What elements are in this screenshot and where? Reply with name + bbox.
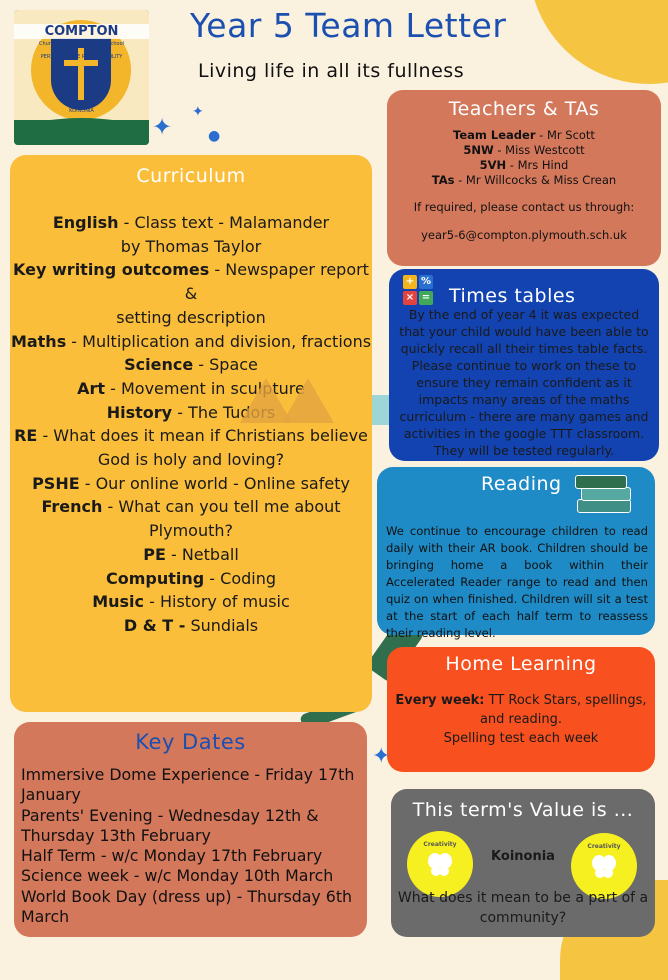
home-learning-heading: Home Learning [445, 653, 597, 675]
curriculum-item-label: Computing [105, 568, 205, 588]
curriculum-item-label: French [41, 497, 103, 517]
reading-panel [377, 467, 655, 640]
value-panel [391, 789, 655, 937]
curriculum-item-label: Art [77, 378, 106, 398]
value-heading: This term's Value is ... [412, 799, 634, 821]
curriculum-item [10, 306, 372, 330]
curriculum-item-label: History [106, 402, 173, 422]
reading-heading: Reading [481, 473, 562, 495]
teacher-row [387, 143, 661, 158]
curriculum-item-label: Maths [10, 331, 67, 351]
key-dates-list [21, 765, 361, 927]
maths-symbols-icon: + % × = [403, 275, 433, 305]
home-learning-text [387, 691, 655, 748]
contact-text: If required, please contact us through: [413, 200, 635, 214]
sparkle-icon: ● [208, 128, 221, 144]
teachers-list [387, 128, 661, 188]
curriculum-item [10, 495, 372, 519]
teacher-role: Team Leader [453, 128, 536, 142]
curriculum-item-text: - Our online world - Online safety [79, 473, 350, 493]
curriculum-item-text: God is holy and loving? [97, 450, 285, 470]
logo-values: PERSEVERANCE RESPONSIBILITY [40, 54, 123, 60]
curriculum-item [10, 235, 372, 259]
home-learning-lead: Every week: [395, 693, 485, 708]
page-subtitle: Living life in all its fullness [198, 60, 465, 82]
teacher-row [387, 128, 661, 143]
times-tables-heading: Times tables [449, 285, 576, 307]
curriculum-item [10, 424, 372, 448]
curriculum-item-label: Key writing outcomes [13, 260, 210, 280]
books-icon [573, 469, 633, 515]
teacher-role: TAs [431, 173, 455, 187]
curriculum-item-label: English [52, 213, 119, 232]
teacher-names: - Mr Scott [535, 128, 595, 142]
curriculum-item-text: - Netball [165, 544, 239, 564]
teacher-role: 5VH [479, 158, 507, 172]
page-title: Year 5 Team Letter [190, 6, 507, 45]
curriculum-item [10, 472, 372, 496]
home-learning-panel [387, 647, 655, 772]
decorative-pyramid [282, 378, 334, 423]
curriculum-item-text: Sundials [185, 615, 259, 635]
curriculum-item [10, 519, 372, 543]
curriculum-item [10, 330, 372, 354]
reading-text: We continue to encourage children to read daily with their AR book. Children should be bringing home a book within their Accelerated Reader range to read and then quiz on when finished. Children will sit a test at the start of each half term to reassess their reading level. [386, 524, 648, 640]
logo-school-full: Church of England Primary School [38, 41, 125, 47]
curriculum-item-label: PE [143, 544, 166, 564]
teacher-role: 5NW [463, 143, 494, 157]
curriculum-heading: Curriculum [136, 165, 246, 187]
home-learning-line1: TT Rock Stars, spellings, and reading. [479, 693, 647, 727]
curriculum-item-text: - Movement in sculpture [105, 378, 305, 398]
teacher-names: - Miss Westcott [493, 143, 585, 157]
curriculum-list [10, 211, 372, 638]
curriculum-item-label: Music [92, 592, 145, 612]
curriculum-item [10, 614, 372, 638]
teachers-panel [387, 90, 661, 266]
times-tables-text: By the end of year 4 it was expected that your child would have been able to quickly recall all their times table facts. Please continue to work on these to ensure they remain confident as it impacts many areas of the maths curriculum - there are many games and activities in the google TTT classroom. They will be tested regularly. [399, 307, 649, 458]
home-learning-line2: Spelling test each week [443, 731, 599, 746]
curriculum-item-text: Plymouth? [149, 521, 233, 541]
logo-school-name: COMPTON [14, 24, 149, 39]
curriculum-item-text: setting description [116, 307, 266, 327]
key-date-item: Science week - w/c Monday 10th March [21, 866, 334, 886]
curriculum-item [10, 590, 372, 614]
curriculum-item [10, 211, 372, 235]
curriculum-item-label: PSHE [32, 473, 80, 493]
teacher-names: - Mr Willcocks & Miss Crean [454, 173, 617, 187]
curriculum-item [10, 543, 372, 567]
curriculum-item-label: D & T - [123, 615, 186, 635]
key-date-item: Parents' Evening - Wednesday 12th & Thursday 13th February [21, 805, 319, 845]
curriculum-item-text: - Coding [204, 568, 277, 588]
sparkle-icon: ✦ [152, 113, 173, 141]
key-dates-panel [14, 722, 367, 937]
key-date-item: Immersive Dome Experience - Friday 17th January [21, 765, 355, 805]
curriculum-item-text: - What can you tell me about [102, 497, 341, 517]
teacher-row [387, 173, 661, 188]
key-date-item: World Book Day (dress up) - Thursday 6th March [21, 886, 353, 927]
curriculum-item [10, 258, 372, 305]
curriculum-item-text: - Class text - Malamander [118, 213, 330, 232]
curriculum-item-text: - The Tudors [172, 402, 276, 422]
curriculum-panel [10, 155, 372, 712]
curriculum-item-label: Science [124, 355, 194, 375]
contact-email[interactable]: year5-6@compton.plymouth.sch.uk [421, 228, 627, 242]
curriculum-item-text: - What does it mean if Christians believe [37, 426, 368, 446]
curriculum-item-text: - History of music [144, 592, 290, 612]
curriculum-item-text: - Multiplication and division, fractions [66, 331, 372, 351]
logo-motto: KOINONIA [69, 108, 94, 114]
teachers-heading: Teachers & TAs [448, 98, 600, 120]
sparkle-icon: ✦ [192, 104, 204, 120]
curriculum-item-text: by Thomas Taylor [120, 236, 262, 256]
teacher-row [387, 158, 661, 173]
curriculum-item [10, 353, 372, 377]
key-date-item: Half Term - w/c Monday 17th February [21, 846, 323, 866]
school-logo [14, 10, 149, 145]
curriculum-item-label: RE [14, 426, 38, 446]
creativity-badge: Creativity [407, 831, 473, 897]
curriculum-item-text: - Newspaper report & [184, 260, 369, 304]
key-dates-heading: Key Dates [135, 730, 246, 754]
decorative-blob-top-right [531, 0, 668, 103]
curriculum-item-text: - Space [193, 355, 258, 375]
curriculum-item [10, 448, 372, 472]
times-tables-panel [389, 269, 659, 461]
sparkle-icon: ✦ [372, 744, 391, 769]
creativity-badge: Creativity [571, 833, 637, 899]
value-name: Koinonia [491, 849, 555, 864]
teacher-names: - Mrs Hind [506, 158, 569, 172]
value-question: What does it mean to be a part of a community? [397, 890, 649, 926]
curriculum-item [10, 567, 372, 591]
